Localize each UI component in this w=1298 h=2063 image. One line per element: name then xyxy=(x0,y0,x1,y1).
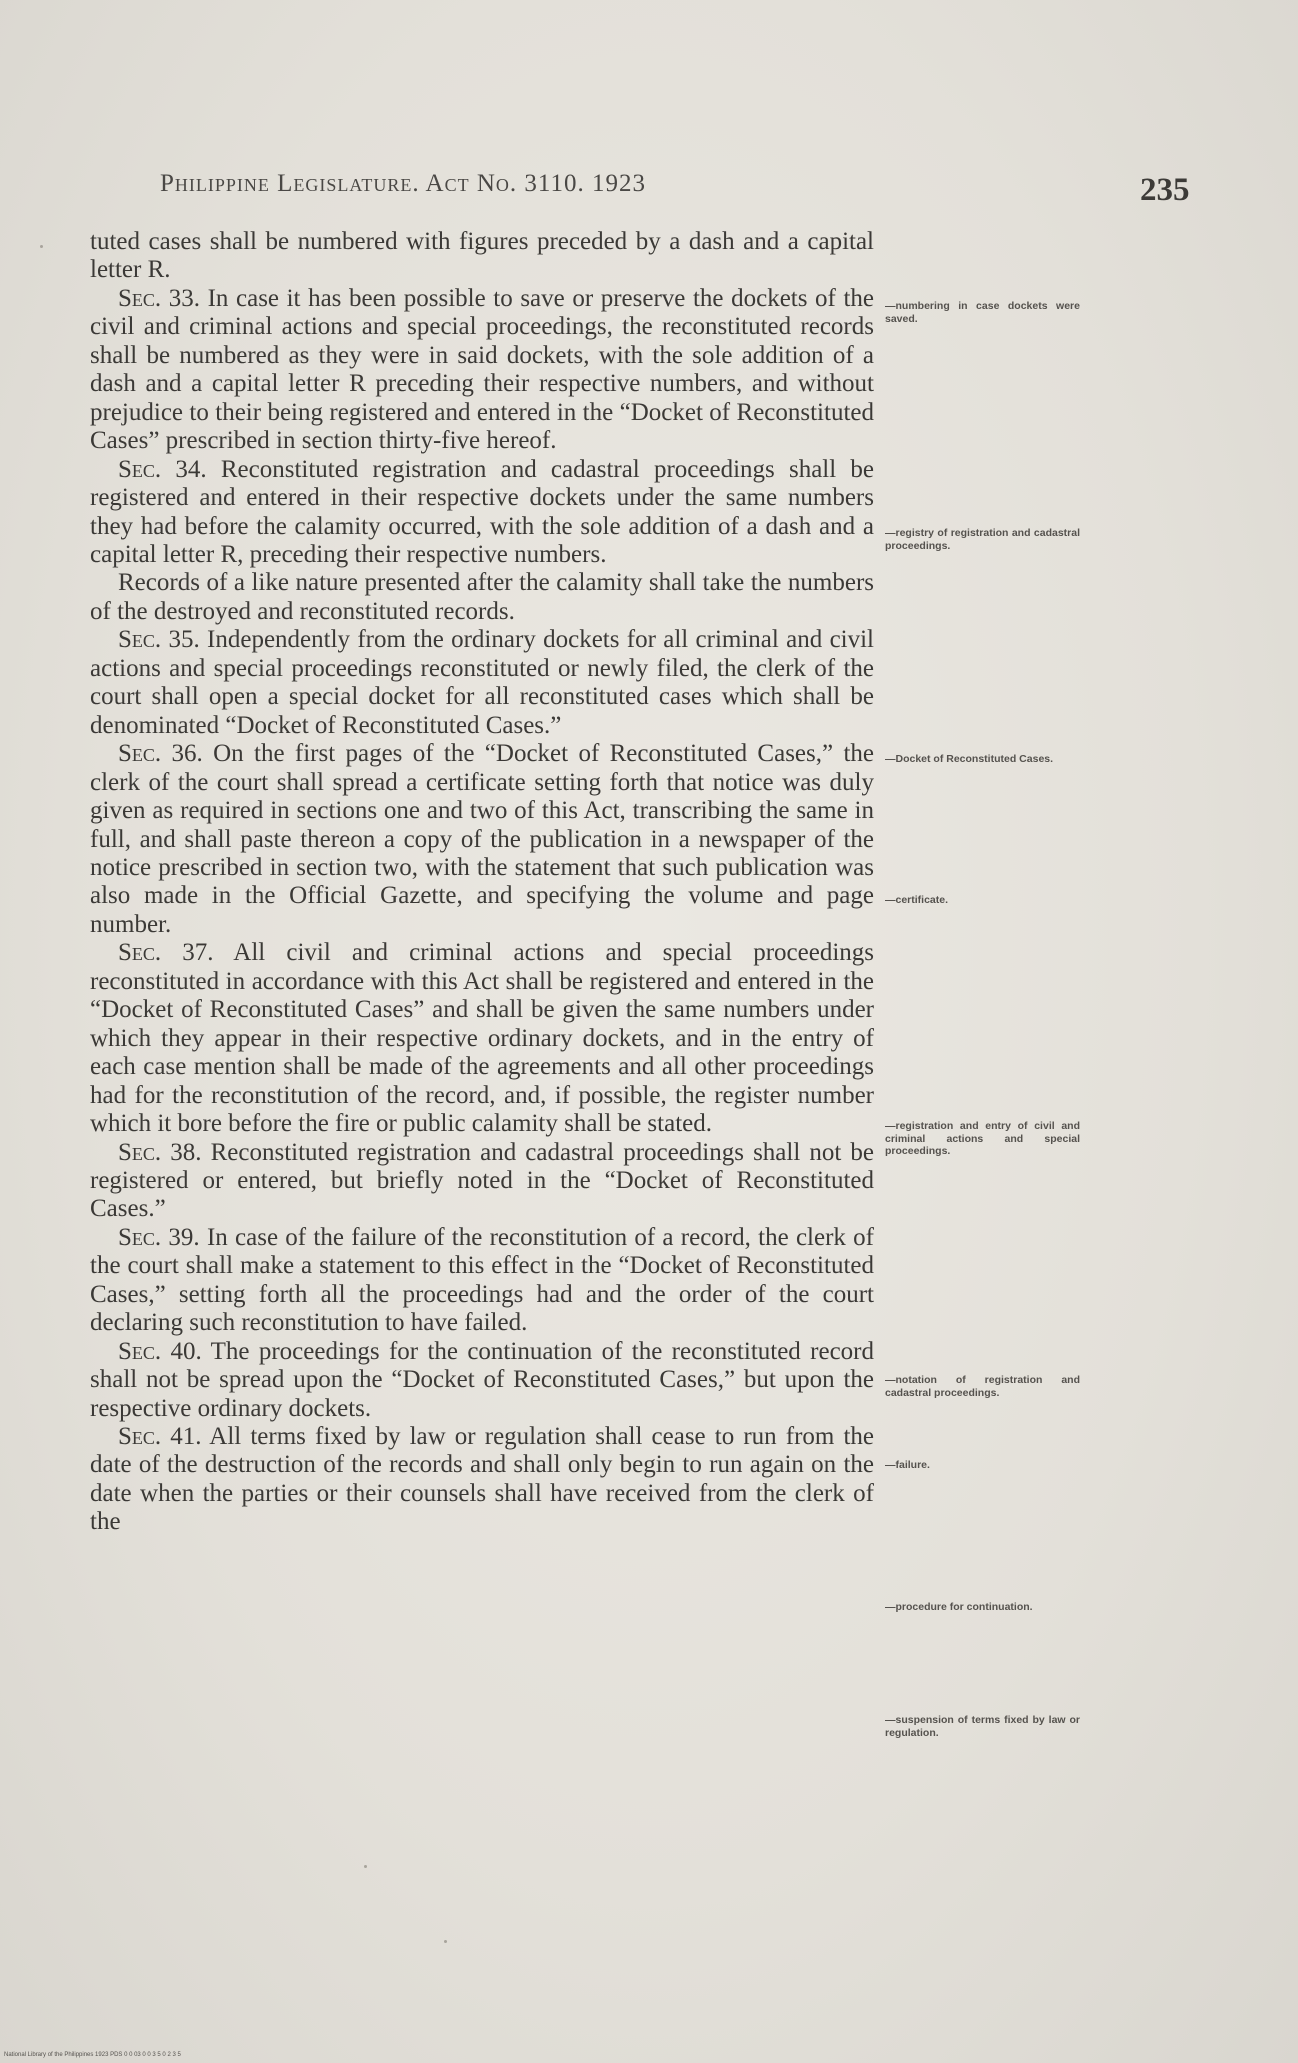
paragraph-text: Records of a like nature presented after the calamity shall take the numbers of the destroyed and reconstituted records. xyxy=(90,569,874,625)
margin-note: —suspension of terms fixed by law or regulation. xyxy=(885,1714,1080,1739)
paragraph-text: In case of the failure of the reconstitution of a record, the clerk of the court shall make a statement to this effect in the “Docket of Reconstituted Cases,” setting forth all the proceedings had and the order of the court declaring such reconstitution to have failed. xyxy=(90,1223,874,1337)
paragraph-sec-37 xyxy=(90,939,874,1138)
section-number: Sec. 39. xyxy=(118,1223,200,1251)
scan-speck xyxy=(444,1940,447,1943)
paragraph-text: All terms fixed by law or regulation shall cease to run from the date of the destruction of the records and shall only begin to run again on the date when the parties or their counsels shall have received from the clerk of the xyxy=(90,1423,875,1536)
scan-speck xyxy=(364,1865,367,1868)
margin-note: —numbering in case dockets were saved. xyxy=(885,300,1080,325)
margin-note: —certificate. xyxy=(885,894,949,906)
paragraph-sec-39 xyxy=(90,1224,874,1338)
paragraph-sec-33 xyxy=(90,285,874,456)
paragraph-text: The proceedings for the continuation of the reconstituted record shall not be spread upon the “Docket of Reconstituted Cases,” but upon the respective ordinary dockets. xyxy=(90,1337,874,1422)
paragraph-text: On the first pages of the “Docket of Reconstituted Cases,” the clerk of the court shall spread a certificate setting forth that notice was duly given as required in sections one and two of this Act, transcribing the same in full, and shall paste thereon a copy of the publication in a newspaper of the notice prescribed in section two, with the statement that such publication was also made in the Official Gazette, and specifying the volume and page number. xyxy=(90,740,874,938)
margin-note: —failure. xyxy=(885,1459,930,1471)
margin-note: —notation of registration and cadastral proceedings. xyxy=(885,1374,1080,1399)
margin-note: —Docket of Reconstituted Cases. xyxy=(885,753,1054,765)
margin-note: —registry of registration and cadastral proceedings. xyxy=(885,527,1080,552)
section-number: Sec. 41. xyxy=(118,1423,202,1451)
paragraph-sec-35 xyxy=(90,626,874,740)
scan-footer: National Library of the Philippines 1923 PDS 0 0 03 0 0 3 5 0 2 3 5 xyxy=(4,2052,181,2058)
section-number: Sec. 36. xyxy=(118,740,203,768)
margin-note: —procedure for continuation. xyxy=(885,1601,1033,1613)
body-text xyxy=(90,228,874,1537)
section-number: Sec. 38. xyxy=(118,1138,202,1166)
paragraph-text: Reconstituted registration and cadastral proceedings shall not be registered or entered, but briefly noted in the “Docket of Reconstituted Cases.” xyxy=(90,1138,875,1223)
paragraph-sec-36 xyxy=(90,740,874,939)
section-number: Sec. 34. xyxy=(118,455,207,483)
section-number: Sec. 33. xyxy=(118,284,200,312)
page-number: 235 xyxy=(1140,172,1190,208)
paragraph-text: Independently from the ordinary dockets for all criminal and civil actions and special proceedings reconstituted or newly filed, the clerk of the court shall open a special docket for all reconstituted cases which shall be denominated “Docket of Reconstituted Cases.” xyxy=(90,626,875,739)
paragraph xyxy=(90,569,874,626)
running-title: Philippine Legislature. Act No. 3110. 1923 xyxy=(160,170,646,197)
paragraph-sec-38 xyxy=(90,1139,874,1224)
paragraph-sec-40 xyxy=(90,1338,874,1423)
paragraph xyxy=(90,228,874,285)
margin-note: —registration and entry of civil and criminal actions and special proceedings. xyxy=(885,1120,1080,1157)
paragraph-sec-34 xyxy=(90,456,874,570)
paragraph-text: All civil and criminal actions and special proceedings reconstituted in accordance with this Act shall be registered and entered in the “Docket of Reconstituted Cases” and shall be given the same numbers under which they appear in their respective ordinary dockets, and in the entry of each case mention shall be made of the agreements and all other proceedings had for the reconstitution of the record, and, if possible, the register number which it bore before the fire or public calamity shall be stated. xyxy=(90,939,875,1138)
section-number: Sec. 40. xyxy=(118,1337,202,1365)
paragraph-text: Reconstituted registration and cadastral proceedings shall be registered and entered in their respective dockets under the same numbers they had before the calamity occurred, with the sole addition of a dash and a capital letter R, preceding their respective numbers. xyxy=(90,455,875,568)
scan-speck xyxy=(40,245,43,248)
paragraph-text: In case it has been possible to save or preserve the dockets of the civil and criminal actions and special proceedings, the reconstituted records shall be numbered as they were in said dockets, with the sole addition of a dash and a capital letter R preceding their respective numbers, and without prejudice to their being registered and entered in the “Docket of Reconstituted Cases” prescribed in section thirty-five hereof. xyxy=(90,284,875,455)
section-number: Sec. 37. xyxy=(118,939,214,967)
section-number: Sec. 35. xyxy=(118,626,200,654)
paragraph-sec-41 xyxy=(90,1423,874,1537)
paragraph-text: tuted cases shall be numbered with figures preceded by a dash and a capital letter R. xyxy=(90,228,874,284)
